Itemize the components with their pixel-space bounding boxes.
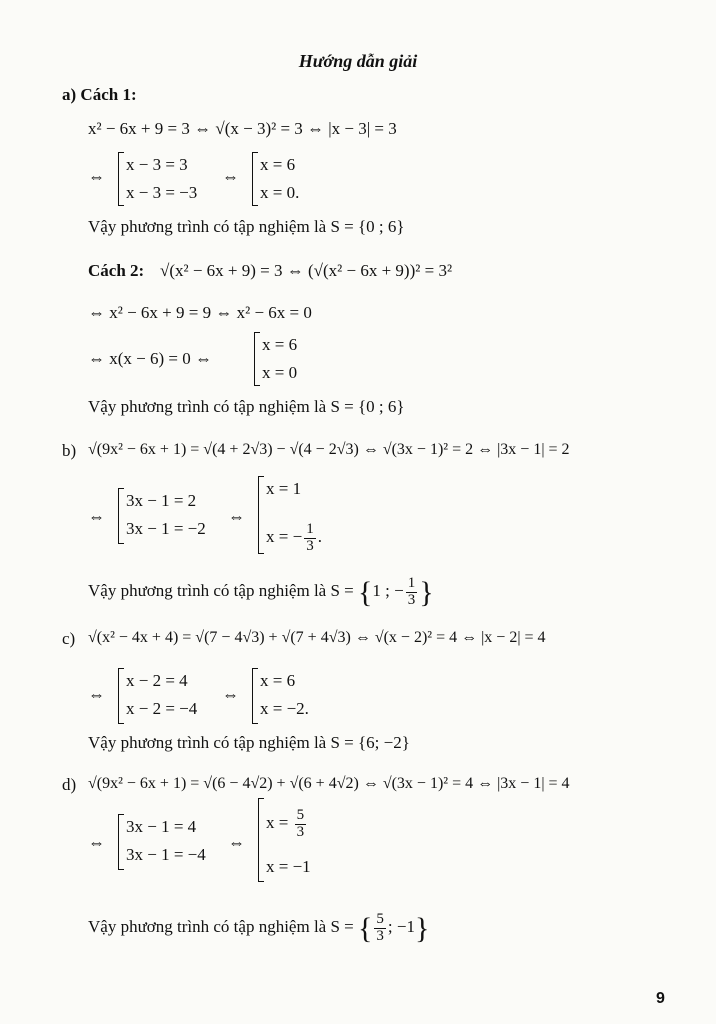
c-conclusion: Vậy phương trình có tập nghiệm là S = {6; −2} [88,733,410,752]
b-s1-bot: 3x − 1 = −2 [126,519,206,538]
equiv-symbol: ⇔ [228,833,245,852]
b-s2-bot: x = − $\frac{1}{3}$ . [266,521,322,554]
system-bracket [118,814,124,870]
part-a-label: a) [62,85,77,104]
c-line1: √(x² − 4x + 4) = √(7 − 4√3) + √(7 + 4√3) ⇔ √(x − 2)² = 4 ⇔ |x − 2| = 4 [88,629,546,646]
frac-num: 1 [306,521,314,537]
equiv-symbol: ⇔ [88,507,105,526]
frac-num: 5 [376,911,384,927]
frac-den: 3 [407,591,416,608]
equiv-symbol: ⇔ [88,833,105,852]
cach2-label: Cách 2: [88,261,145,280]
system-bracket [254,332,260,386]
frac-den: 3 [296,823,305,840]
equiv-symbol: ⇔ [222,685,239,704]
system-bracket [252,668,258,724]
equiv-symbol: ⇔ [222,167,239,186]
system-bracket [118,152,124,206]
d-set-suffix: ; −1 [387,917,415,937]
b-s2-bot-prefix: x = − [266,527,303,547]
fraction [406,576,418,609]
page-number: 9 [656,990,665,1007]
c-s2-top: x = 6 [260,671,296,690]
a-conclusion2: Vậy phương trình có tập nghiệm là S = {0 ; 6} [88,397,405,416]
frac-den: 3 [376,927,384,944]
frac-num: 1 [407,575,416,591]
equiv-symbol: ⇔ [88,167,105,186]
b-set-text: 1 ; − [372,581,404,601]
fraction [374,912,386,945]
cach1-label: Cách 1: [80,85,137,104]
c-s1-top: x − 2 = 4 [126,671,188,690]
b-line1: √(9x² − 6x + 1) = √(4 + 2√3) − √(4 − 2√3) ⇔ √(3x − 1)² = 2 ⇔ |3x − 1| = 2 [88,441,570,458]
part-c-label: c) [62,629,76,648]
a-conclusion: Vậy phương trình có tập nghiệm là S = {0 ; 6} [88,217,405,236]
a-c1-s1-top: x − 3 = 3 [126,155,188,174]
c-s2-bot: x = −2. [260,699,309,718]
d-s2-bot: x = −1 [266,857,311,876]
d-s2-top [266,808,308,841]
b-s1-top: 3x − 1 = 2 [126,491,197,510]
fraction [295,808,307,841]
a-c1-line1: x² − 6x + 9 = 3 ⇔ √(x − 3)² = 3 ⇔ |x − 3| = 3 [88,119,397,138]
b-conclusion: Vậy phương trình có tập nghiệm là S = {1 ; − $\frac{1}{3}$ } [88,575,434,609]
d-conclusion-prefix: Vậy phương trình có tập nghiệm là S = [88,917,354,937]
a-c2-s-bot: x = 0 [262,363,298,382]
system-bracket [258,476,264,554]
page-title: Hướng dẫn giải [298,51,418,71]
a-c1-s2-top: x = 6 [260,155,296,174]
a-c1-s1-bot: x − 3 = −3 [126,183,198,202]
equiv-symbol: ⇔ [88,685,105,704]
b-conclusion-prefix: Vậy phương trình có tập nghiệm là S = [88,581,354,601]
a-c2-line2: ⇔ x² − 6x + 9 = 9 ⇔ x² − 6x = 0 [88,303,312,322]
system-bracket [118,488,124,544]
frac-num: 5 [296,807,305,823]
system-bracket [258,798,264,882]
equiv-symbol: ⇔ [228,507,245,526]
a-c2-line1: √(x² − 6x + 9) = 3 ⇔ (√(x² − 6x + 9))² = 3² [160,261,453,280]
system-bracket [252,152,258,206]
d-s1-bot: 3x − 1 = −4 [126,845,206,864]
a-c1-s2-bot: x = 0. [260,183,300,202]
d-s2-top-prefix: x = [266,813,289,833]
c-s1-bot: x − 2 = −4 [126,699,198,718]
d-line1: √(9x² − 6x + 1) = √(6 − 4√2) + √(6 + 4√2) ⇔ √(3x − 1)² = 4 ⇔ |3x − 1| = 4 [88,775,570,792]
d-conclusion: Vậy phương trình có tập nghiệm là S = { $\frac{5}{3}$ ; −1} [88,911,430,945]
a-c2-s-top: x = 6 [262,335,298,354]
frac-den: 3 [306,537,314,554]
part-a-heading [62,86,137,103]
fraction [304,522,316,555]
part-b-label: b) [62,441,77,460]
part-d-label: d) [62,775,77,794]
b-s2-top: x = 1 [266,479,302,498]
d-s1-top: 3x − 1 = 4 [126,817,197,836]
system-bracket [118,668,124,724]
a-c2-line3: ⇔ x(x − 6) = 0 ⇔ [88,349,212,368]
